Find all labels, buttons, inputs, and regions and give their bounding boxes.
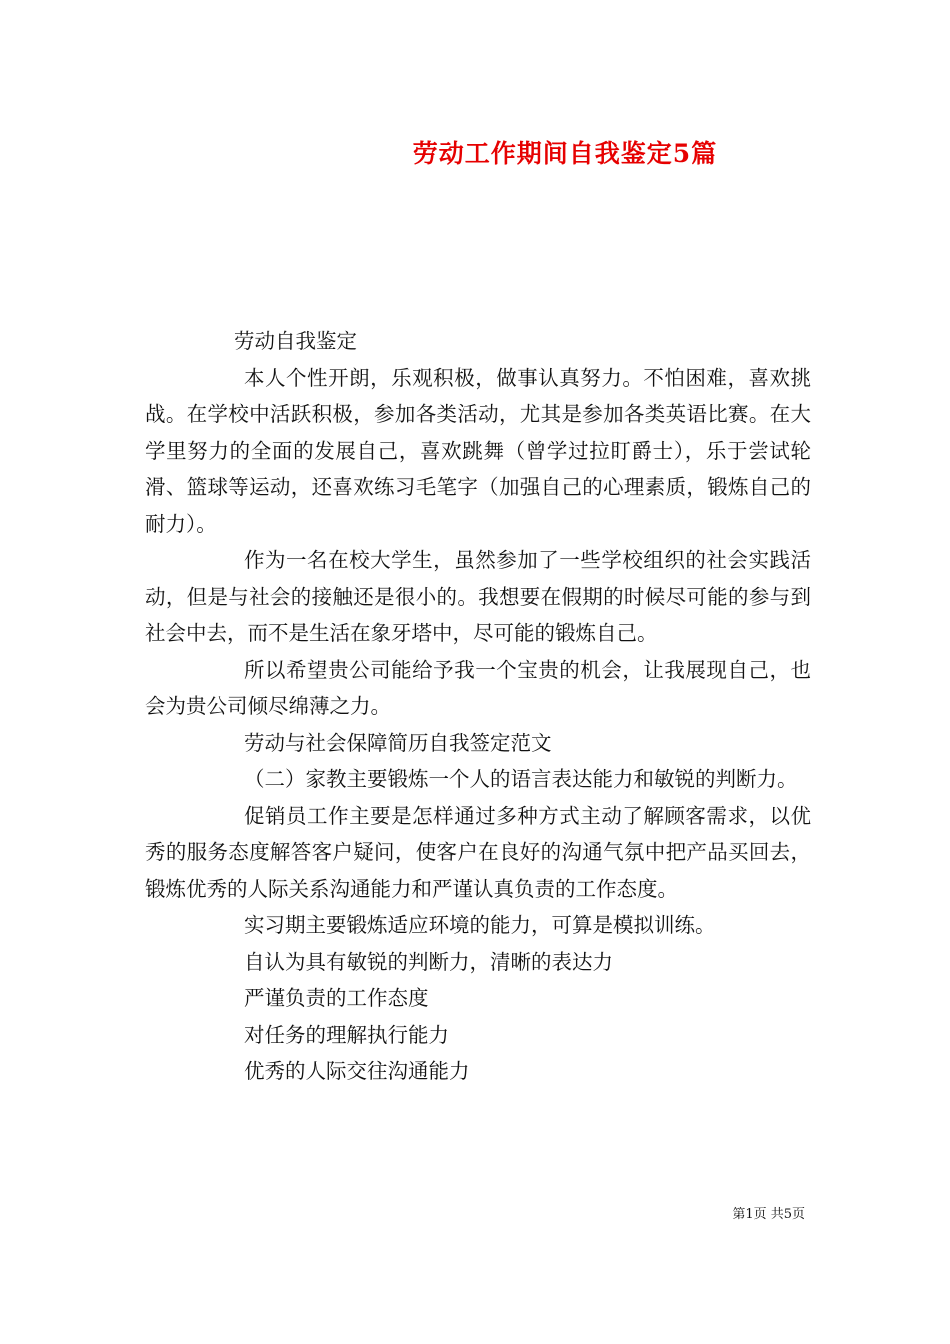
page-number: 第1页 共5页	[732, 1207, 805, 1222]
list-item: 自认为具有敏锐的判断力，清晰的表达力	[244, 949, 613, 974]
list-item: 对任务的理解执行能力	[244, 1022, 449, 1047]
list-item: 严谨负责的工作态度	[244, 986, 429, 1010]
list-item: 优秀的人际交往沟通能力	[244, 1059, 470, 1083]
section-heading: 劳动自我鉴定	[234, 329, 357, 353]
paragraph: （二）家教主要锻炼一个人的语言表达能力和敏锐的判断力。	[244, 767, 798, 791]
document-title: 劳动工作期间自我鉴定5篇	[412, 139, 718, 168]
paragraph: 实习期主要锻炼适应环境的能力，可算是模拟训练。	[244, 913, 716, 937]
section-heading: 劳动与社会保障简历自我签定范文	[244, 730, 552, 755]
paragraph: 作为一名在校大学生，虽然参加了一些学校组织的社会实践活动，但是与社会的接触还是很小的。我想要在假期的时候尽可能的参与到社会中去，而不是生活在象牙塔中，尽可能的锻炼自己。	[145, 548, 811, 645]
paragraph: 本人个性开朗，乐观积极，做事认真努力。不怕困难，喜欢挑战。在学校中活跃积极，参加各类活动，尤其是参加各类英语比赛。在大学里努力的全面的发展自己，喜欢跳舞（曾学过拉盯爵士），乐于尝试轮滑、篮球等运动，还喜欢练习毛笔字（加强自己的心理素质，锻炼自己的耐力）。	[145, 365, 811, 536]
paragraph: 促销员工作主要是怎样通过多种方式主动了解顾客需求，以优秀的服务态度解答客户疑问，使客户在良好的沟通气氛中把产品买回去，锻炼优秀的人际关系沟通能力和严谨认真负责的工作态度。	[145, 803, 811, 901]
document-body	[145, 323, 811, 1090]
paragraph: 所以希望贵公司能给予我一个宝贵的机会，让我展现自己，也会为贵公司倾尽绵薄之力。	[145, 657, 811, 718]
